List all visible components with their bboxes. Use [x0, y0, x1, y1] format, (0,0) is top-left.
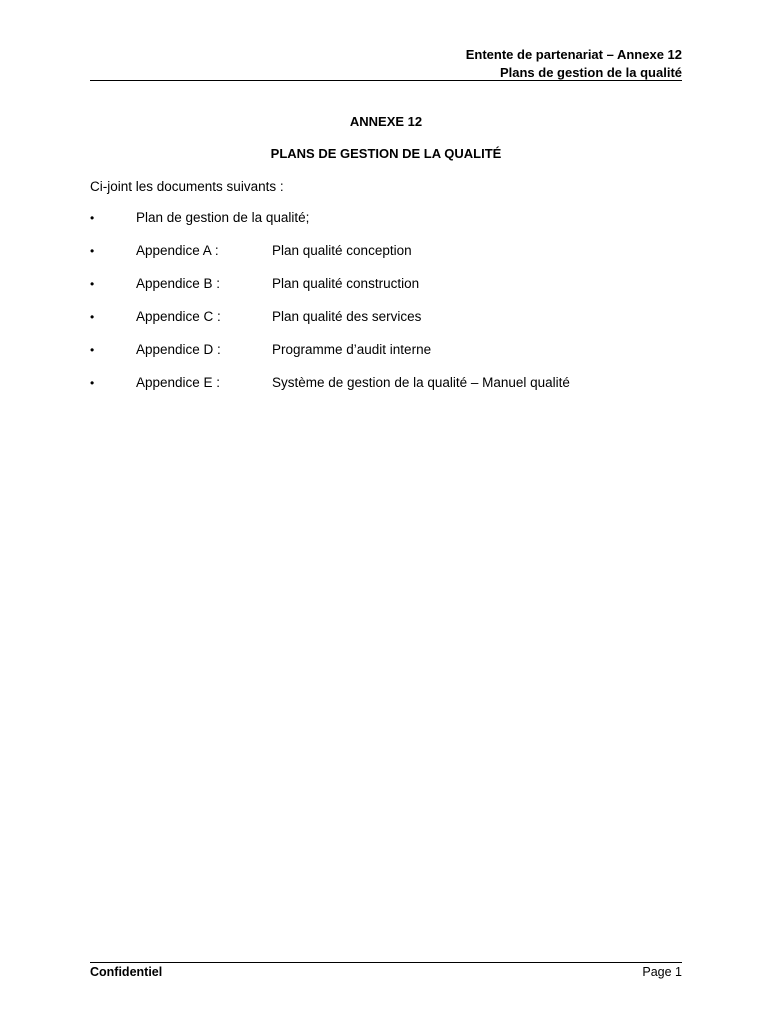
bullet-icon: •	[90, 277, 95, 291]
header-line-1: Entente de partenariat – Annexe 12	[465, 47, 682, 62]
item-label: Appendice B :	[136, 276, 221, 291]
header-line-2: Plans de gestion de la qualité	[499, 65, 682, 80]
item-description: Plan qualité des services	[272, 309, 422, 324]
item-description: Plan qualité conception	[272, 243, 412, 258]
list-item	[90, 341, 682, 374]
bullet-icon: •	[90, 244, 95, 258]
bullet-icon: •	[90, 343, 95, 357]
page-number: Page 1	[642, 965, 682, 979]
list-item	[90, 308, 682, 341]
list-item	[90, 275, 682, 308]
footer-rule	[90, 962, 682, 963]
item-description: Plan qualité construction	[272, 276, 420, 291]
item-label: Appendice C :	[136, 309, 221, 324]
list-item	[90, 209, 682, 242]
section-heading: PLANS DE GESTION DE LA QUALITÉ	[270, 146, 502, 161]
item-label: Plan de gestion de la qualité;	[136, 210, 310, 225]
item-description: Système de gestion de la qualité – Manuel qualité	[272, 375, 570, 390]
list-item	[90, 374, 682, 407]
item-label: Appendice D :	[136, 342, 221, 357]
item-description: Programme d’audit interne	[272, 342, 432, 357]
header-rule	[90, 80, 682, 81]
page-header	[90, 46, 682, 82]
document-list	[90, 209, 682, 407]
item-label: Appendice E :	[136, 375, 221, 390]
intro-text: Ci-joint les documents suivants :	[90, 179, 284, 194]
bullet-icon: •	[90, 310, 95, 324]
bullet-icon: •	[90, 211, 95, 225]
footer-confidential: Confidentiel	[90, 965, 163, 979]
annex-title: ANNEXE 12	[349, 114, 423, 129]
item-label: Appendice A :	[136, 243, 219, 258]
bullet-icon: •	[90, 376, 95, 390]
list-item	[90, 242, 682, 275]
